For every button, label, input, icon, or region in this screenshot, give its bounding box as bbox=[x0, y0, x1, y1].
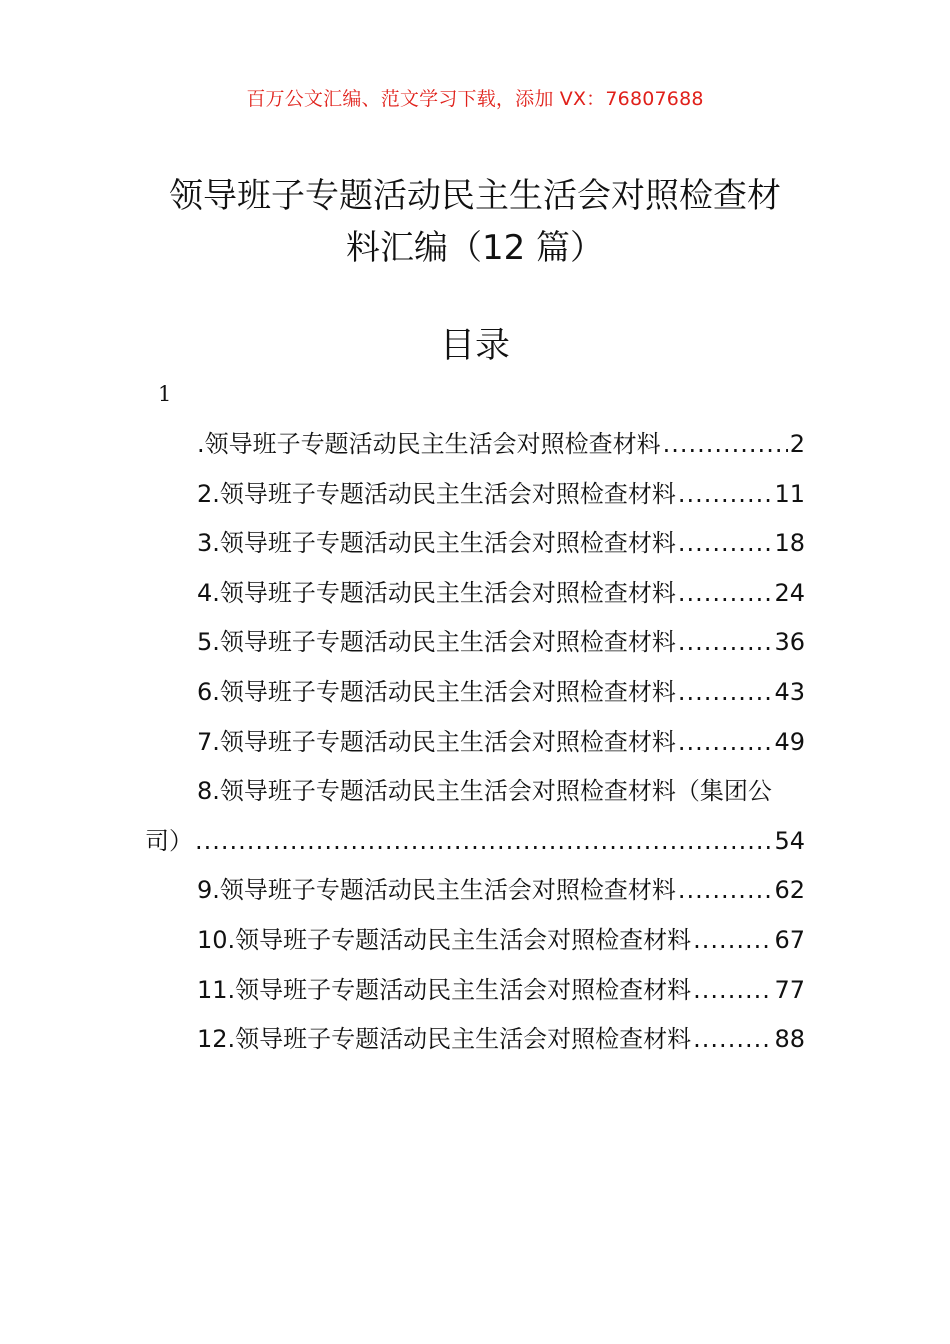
toc-entry-title: .领导班子专题活动民主生活会对照检查材料 bbox=[197, 430, 661, 458]
toc-entry-3[interactable] bbox=[145, 519, 805, 569]
document-title-line-1: 领导班子专题活动民主生活会对照检查材 bbox=[169, 176, 781, 216]
toc-leader-dots bbox=[663, 420, 788, 470]
toc-leader-dots bbox=[678, 668, 773, 718]
toc-entry-page: 43 bbox=[774, 677, 805, 706]
toc-entry-9[interactable] bbox=[145, 866, 805, 916]
toc-leader-dots bbox=[693, 1015, 772, 1065]
toc-entry-page: 77 bbox=[774, 975, 805, 1004]
toc-entry-title: 4.领导班子专题活动民主生活会对照检查材料 bbox=[197, 578, 676, 607]
toc-entry-title: 10.领导班子专题活动民主生活会对照检查材料 bbox=[197, 925, 692, 954]
toc-entry-8[interactable] bbox=[145, 767, 805, 866]
toc-entry-title: 7.领导班子专题活动民主生活会对照检查材料 bbox=[197, 727, 676, 756]
toc-entry-title: 9.领导班子专题活动民主生活会对照检查材料 bbox=[197, 876, 676, 905]
toc-leader-dots bbox=[693, 966, 772, 1016]
toc-entry-title: 3.领导班子专题活动民主生活会对照检查材料 bbox=[197, 529, 676, 558]
toc-entry-title: 11.领导班子专题活动民主生活会对照检查材料 bbox=[197, 975, 692, 1004]
toc-entry-title: 12.领导班子专题活动民主生活会对照检查材料 bbox=[197, 1025, 692, 1054]
toc-entry-2[interactable] bbox=[145, 470, 805, 520]
toc-entry-title: 8.领导班子专题活动民主生活会对照检查材料（集团公 bbox=[197, 777, 772, 806]
toc-entry-title-continued: 司） bbox=[145, 826, 193, 855]
toc-entry-page: 11 bbox=[774, 479, 805, 508]
toc-leader-dots bbox=[678, 618, 773, 668]
toc-entry-page: 88 bbox=[774, 1025, 805, 1054]
toc-leader-dots bbox=[678, 519, 773, 569]
toc-entry-page: 24 bbox=[774, 578, 805, 607]
toc-entry-10[interactable] bbox=[145, 916, 805, 966]
toc-entry-title: 6.领导班子专题活动民主生活会对照检查材料 bbox=[197, 677, 676, 706]
toc-leader-dots bbox=[678, 470, 773, 520]
toc-entry-page: 49 bbox=[774, 727, 805, 756]
toc-entry-title: 2.领导班子专题活动民主生活会对照检查材料 bbox=[197, 479, 676, 508]
toc-entry-page: 18 bbox=[774, 529, 805, 558]
toc-heading: 目录 bbox=[439, 326, 510, 366]
toc-entry-page: 2 bbox=[789, 430, 805, 458]
toc-entry-1[interactable] bbox=[145, 420, 805, 470]
document-title-line-2: 料汇编（12 篇） bbox=[345, 228, 605, 268]
toc-leader-dots bbox=[678, 866, 773, 916]
toc-leader-dots bbox=[195, 817, 772, 867]
table-of-contents bbox=[145, 420, 805, 1065]
toc-entry-6[interactable] bbox=[145, 668, 805, 718]
toc-entry-7[interactable] bbox=[145, 718, 805, 768]
toc-entry-page: 36 bbox=[774, 628, 805, 657]
toc-entry-12[interactable] bbox=[145, 1015, 805, 1065]
toc-entry-4[interactable] bbox=[145, 569, 805, 619]
toc-entry-11[interactable] bbox=[145, 966, 805, 1016]
toc-entry-5[interactable] bbox=[145, 618, 805, 668]
toc-leader-dots bbox=[693, 916, 772, 966]
toc-leader-dots bbox=[678, 569, 773, 619]
header-banner: 百万公文汇编、范文学习下载，添加 VX：76807688 bbox=[246, 88, 704, 110]
toc-entry-page: 62 bbox=[774, 876, 805, 905]
document-title bbox=[150, 170, 800, 274]
toc-entry-title: 5.领导班子专题活动民主生活会对照检查材料 bbox=[197, 628, 676, 657]
toc-entry-page: 54 bbox=[774, 826, 805, 855]
page-mark: 1 bbox=[158, 382, 172, 406]
toc-entry-continuation bbox=[145, 817, 805, 867]
toc-entry-page: 67 bbox=[774, 925, 805, 954]
toc-leader-dots bbox=[678, 718, 773, 768]
